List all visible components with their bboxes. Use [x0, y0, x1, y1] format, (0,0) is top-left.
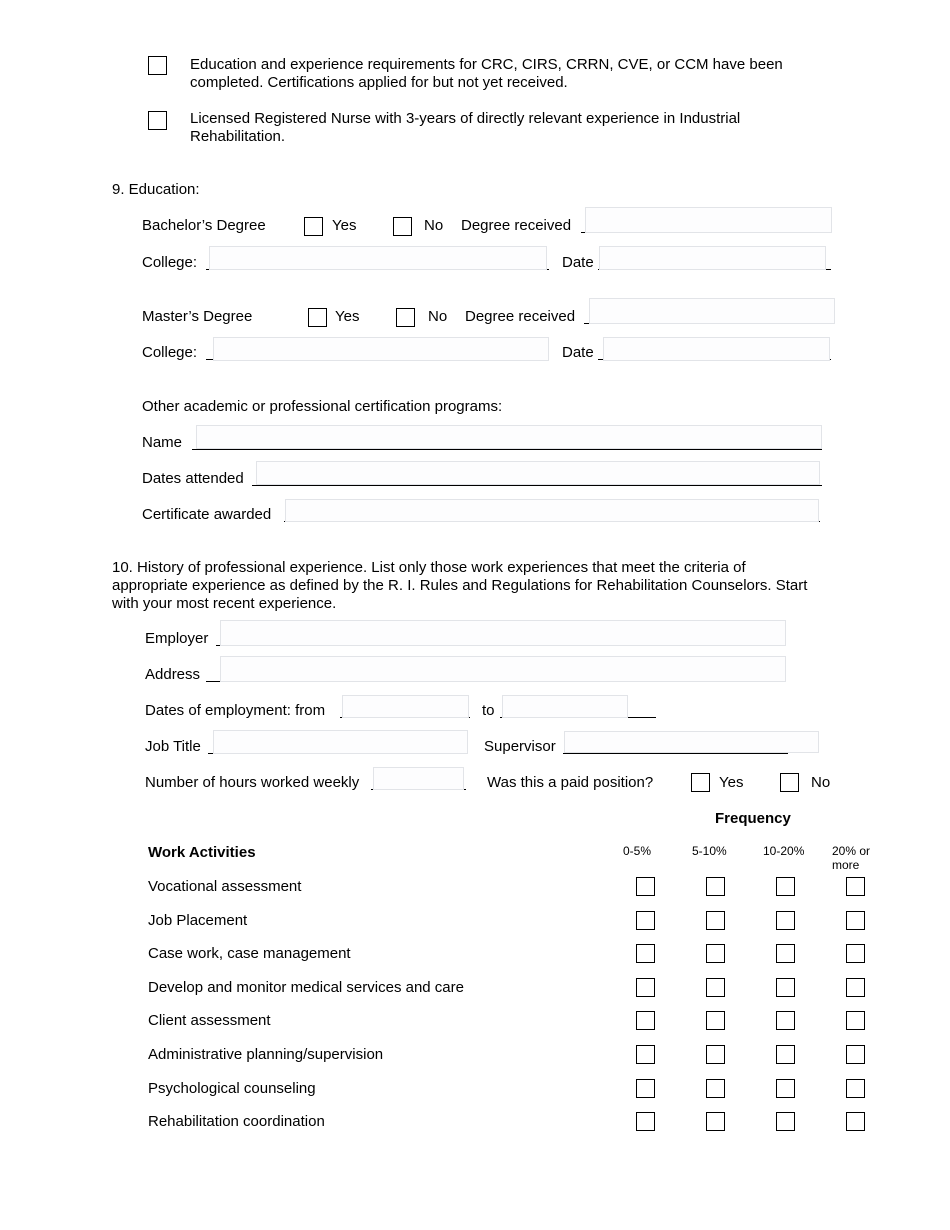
address-field[interactable] — [220, 656, 786, 682]
certification-applied-checkbox[interactable] — [148, 56, 167, 75]
employment-to-field[interactable] — [502, 695, 628, 718]
frequency-checkbox-0-5[interactable] — [636, 1079, 655, 1098]
supervisor-field[interactable] — [564, 731, 819, 753]
activity-label: Client assessment — [148, 1012, 271, 1029]
frequency-column-0-5: 0-5% — [623, 844, 652, 858]
dates-attended-field[interactable] — [256, 461, 820, 485]
frequency-column-20-plus-line-2: more — [832, 858, 860, 872]
frequency-column-5-10: 5-10% — [692, 844, 727, 858]
bachelor-yes-checkbox[interactable] — [304, 217, 323, 236]
frequency-checkbox-20-plus[interactable] — [846, 1045, 865, 1064]
experience-heading-line-3: with your most recent experience. — [112, 595, 337, 612]
paid-yes-label: Yes — [719, 774, 744, 791]
frequency-checkbox-10-20[interactable] — [776, 911, 795, 930]
frequency-checkbox-0-5[interactable] — [636, 1011, 655, 1030]
paid-no-label: No — [811, 774, 831, 791]
licensed-nurse-checkbox[interactable] — [148, 111, 167, 130]
supervisor-underline — [563, 753, 788, 754]
experience-heading-line-2: appropriate experience as defined by the R. I. Rules and Regulations for Rehabilitation Counselors. Start — [112, 577, 808, 594]
frequency-checkbox-0-5[interactable] — [636, 911, 655, 930]
frequency-checkbox-10-20[interactable] — [776, 978, 795, 997]
frequency-checkbox-5-10[interactable] — [706, 944, 725, 963]
program-name-field[interactable] — [196, 425, 822, 449]
paid-no-checkbox[interactable] — [780, 773, 799, 792]
certification-applied-text-line-2: completed. Certifications applied for but not yet received. — [190, 74, 568, 91]
employment-from-field[interactable] — [342, 695, 469, 718]
master-degree-label: Master’s Degree — [142, 308, 253, 325]
dates-attended-underline — [252, 485, 822, 486]
bachelor-yes-label: Yes — [332, 217, 357, 234]
bachelor-no-label: No — [424, 217, 444, 234]
master-degree-received-field[interactable] — [589, 298, 835, 324]
frequency-column-20-plus-line-1: 20% or — [832, 844, 871, 858]
frequency-checkbox-5-10[interactable] — [706, 911, 725, 930]
activity-label: Case work, case management — [148, 945, 351, 962]
employment-to-label: to — [482, 702, 495, 719]
licensed-nurse-text-line-1: Licensed Registered Nurse with 3-years of directly relevant experience in Industrial — [190, 110, 741, 127]
job-title-field[interactable] — [213, 730, 468, 754]
bachelor-college-label: College: — [142, 254, 198, 271]
frequency-checkbox-10-20[interactable] — [776, 877, 795, 896]
bachelor-no-checkbox[interactable] — [393, 217, 412, 236]
bachelor-degree-received-label: Degree received — [461, 217, 572, 234]
frequency-checkbox-10-20[interactable] — [776, 1011, 795, 1030]
frequency-checkbox-20-plus[interactable] — [846, 877, 865, 896]
bachelor-date-label: Date — [562, 254, 594, 271]
frequency-checkbox-0-5[interactable] — [636, 877, 655, 896]
frequency-checkbox-20-plus[interactable] — [846, 1112, 865, 1131]
frequency-checkbox-10-20[interactable] — [776, 1045, 795, 1064]
experience-heading-line-1: 10. History of professional experience. List only those work experiences that meet the criteria of — [112, 559, 746, 576]
master-college-field[interactable] — [213, 337, 549, 361]
paid-position-label: Was this a paid position? — [487, 774, 654, 791]
bachelor-degree-label: Bachelor’s Degree — [142, 217, 266, 234]
certification-applied-text-line-1: Education and experience requirements for CRC, CIRS, CRRN, CVE, or CCM have been — [190, 56, 783, 73]
work-activities-heading: Work Activities — [148, 844, 256, 861]
activity-label: Job Placement — [148, 912, 248, 929]
frequency-checkbox-5-10[interactable] — [706, 877, 725, 896]
master-yes-label: Yes — [335, 308, 360, 325]
frequency-checkbox-5-10[interactable] — [706, 1045, 725, 1064]
hours-weekly-field[interactable] — [373, 767, 464, 790]
frequency-checkbox-10-20[interactable] — [776, 1079, 795, 1098]
address-label: Address — [145, 666, 201, 683]
dates-of-employment-label: Dates of employment: from — [145, 702, 326, 719]
frequency-column-10-20: 10-20% — [763, 844, 805, 858]
other-programs-label: Other academic or professional certification programs: — [142, 398, 503, 415]
activity-label: Vocational assessment — [148, 878, 302, 895]
frequency-checkbox-20-plus[interactable] — [846, 978, 865, 997]
certificate-awarded-label: Certificate awarded — [142, 506, 272, 523]
frequency-checkbox-5-10[interactable] — [706, 1011, 725, 1030]
activity-label: Develop and monitor medical services and care — [148, 979, 464, 996]
activity-label: Rehabilitation coordination — [148, 1113, 325, 1130]
activity-label: Psychological counseling — [148, 1080, 316, 1097]
frequency-checkbox-5-10[interactable] — [706, 1079, 725, 1098]
licensed-nurse-text-line-2: Rehabilitation. — [190, 128, 286, 145]
program-name-label: Name — [142, 434, 183, 451]
frequency-checkbox-20-plus[interactable] — [846, 944, 865, 963]
frequency-checkbox-0-5[interactable] — [636, 978, 655, 997]
frequency-checkbox-5-10[interactable] — [706, 978, 725, 997]
employer-field[interactable] — [220, 620, 786, 646]
frequency-checkbox-0-5[interactable] — [636, 1112, 655, 1131]
frequency-checkbox-20-plus[interactable] — [846, 911, 865, 930]
master-degree-received-label: Degree received — [465, 308, 576, 325]
frequency-checkbox-0-5[interactable] — [636, 944, 655, 963]
activity-label: Administrative planning/supervision — [148, 1046, 384, 1063]
job-title-label: Job Title — [145, 738, 201, 755]
program-name-underline — [192, 449, 822, 450]
master-date-field[interactable] — [603, 337, 830, 361]
master-no-label: No — [428, 308, 448, 325]
master-no-checkbox[interactable] — [396, 308, 415, 327]
frequency-checkbox-20-plus[interactable] — [846, 1011, 865, 1030]
bachelor-college-field[interactable] — [209, 246, 547, 270]
bachelor-degree-received-field[interactable] — [585, 207, 832, 233]
hours-weekly-label: Number of hours worked weekly — [145, 774, 360, 791]
frequency-checkbox-10-20[interactable] — [776, 1112, 795, 1131]
frequency-checkbox-0-5[interactable] — [636, 1045, 655, 1064]
frequency-checkbox-20-plus[interactable] — [846, 1079, 865, 1098]
frequency-checkbox-5-10[interactable] — [706, 1112, 725, 1131]
paid-yes-checkbox[interactable] — [691, 773, 710, 792]
certificate-awarded-field[interactable] — [285, 499, 819, 522]
dates-attended-label: Dates attended — [142, 470, 244, 487]
master-college-label: College: — [142, 344, 198, 361]
master-yes-checkbox[interactable] — [308, 308, 327, 327]
frequency-checkbox-10-20[interactable] — [776, 944, 795, 963]
supervisor-label: Supervisor — [484, 738, 556, 755]
education-heading: 9. Education: — [112, 181, 200, 198]
frequency-heading: Frequency — [715, 810, 791, 827]
master-date-label: Date — [562, 344, 594, 361]
employer-label: Employer — [145, 630, 209, 647]
bachelor-date-field[interactable] — [599, 246, 826, 270]
